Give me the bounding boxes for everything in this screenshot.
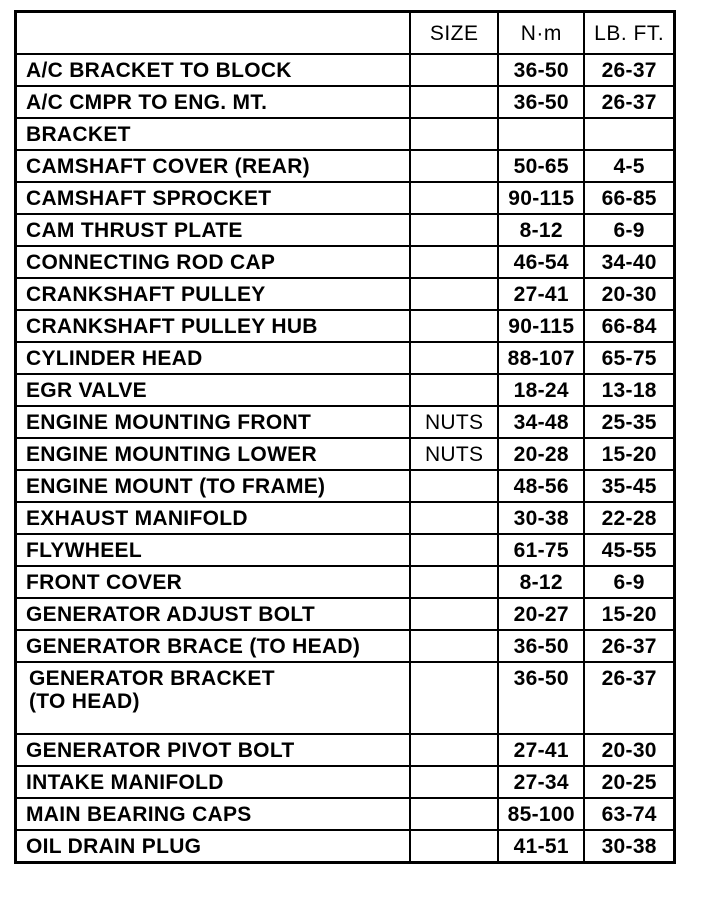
component-cell: GENERATOR BRACE (TO HEAD) <box>16 630 411 662</box>
component-cell: CONNECTING ROD CAP <box>16 246 411 278</box>
table-row <box>16 342 675 374</box>
component-cell: CAM THRUST PLATE <box>16 214 411 246</box>
lbft-cell: 26-37 <box>584 86 674 118</box>
table-row <box>16 630 675 662</box>
header-size: SIZE <box>410 12 498 55</box>
lbft-cell: 20-30 <box>584 734 674 766</box>
component-cell: FLYWHEEL <box>16 534 411 566</box>
component-cell: CAMSHAFT SPROCKET <box>16 182 411 214</box>
nm-cell: 20-28 <box>498 438 584 470</box>
lbft-cell: 6-9 <box>584 214 674 246</box>
lbft-cell: 66-85 <box>584 182 674 214</box>
size-cell: NUTS <box>410 406 498 438</box>
nm-cell: 8-12 <box>498 566 584 598</box>
component-cell: ENGINE MOUNTING LOWER <box>16 438 411 470</box>
table-row <box>16 182 675 214</box>
component-cell: CRANKSHAFT PULLEY HUB <box>16 310 411 342</box>
lbft-cell: 13-18 <box>584 374 674 406</box>
torque-spec-table <box>14 10 676 864</box>
nm-cell: 36-50 <box>498 54 584 86</box>
component-cell: BRACKET <box>16 118 411 150</box>
table-row <box>16 86 675 118</box>
component-cell: A/C CMPR TO ENG. MT. <box>16 86 411 118</box>
size-cell <box>410 182 498 214</box>
component-cell: CRANKSHAFT PULLEY <box>16 278 411 310</box>
nm-cell: 36-50 <box>498 662 584 734</box>
nm-cell: 90-115 <box>498 310 584 342</box>
size-cell <box>410 566 498 598</box>
size-cell <box>410 662 498 734</box>
lbft-cell: 34-40 <box>584 246 674 278</box>
size-cell <box>410 342 498 374</box>
size-cell <box>410 630 498 662</box>
table-row <box>16 534 675 566</box>
table-row <box>16 374 675 406</box>
lbft-cell: 35-45 <box>584 470 674 502</box>
lbft-cell: 25-35 <box>584 406 674 438</box>
nm-cell: 85-100 <box>498 798 584 830</box>
size-cell <box>410 374 498 406</box>
nm-cell: 88-107 <box>498 342 584 374</box>
component-cell: EGR VALVE <box>16 374 411 406</box>
table-row <box>16 310 675 342</box>
size-cell: NUTS <box>410 438 498 470</box>
size-cell <box>410 214 498 246</box>
nm-cell: 61-75 <box>498 534 584 566</box>
nm-cell: 34-48 <box>498 406 584 438</box>
nm-cell: 18-24 <box>498 374 584 406</box>
component-cell: INTAKE MANIFOLD <box>16 766 411 798</box>
size-cell <box>410 798 498 830</box>
table-row <box>16 246 675 278</box>
component-cell: FRONT COVER <box>16 566 411 598</box>
size-cell <box>410 502 498 534</box>
lbft-cell: 63-74 <box>584 798 674 830</box>
component-cell: ENGINE MOUNT (TO FRAME) <box>16 470 411 502</box>
header-nm: N·m <box>498 12 584 55</box>
nm-cell: 20-27 <box>498 598 584 630</box>
component-cell: GENERATOR ADJUST BOLT <box>16 598 411 630</box>
lbft-cell: 6-9 <box>584 566 674 598</box>
nm-cell: 46-54 <box>498 246 584 278</box>
component-cell: GENERATOR PIVOT BOLT <box>16 734 411 766</box>
size-cell <box>410 734 498 766</box>
table-row <box>16 502 675 534</box>
nm-cell: 36-50 <box>498 630 584 662</box>
size-cell <box>410 534 498 566</box>
size-cell <box>410 118 498 150</box>
header-component <box>16 12 411 55</box>
header-lbft: LB. FT. <box>584 12 674 55</box>
size-cell <box>410 598 498 630</box>
table-row <box>16 662 675 734</box>
table-row <box>16 598 675 630</box>
nm-cell: 27-41 <box>498 734 584 766</box>
lbft-cell: 30-38 <box>584 830 674 863</box>
component-cell: A/C BRACKET TO BLOCK <box>16 54 411 86</box>
table-row <box>16 470 675 502</box>
table-row <box>16 54 675 86</box>
table-body <box>16 54 675 863</box>
lbft-cell <box>584 118 674 150</box>
component-cell: CYLINDER HEAD <box>16 342 411 374</box>
lbft-cell: 20-30 <box>584 278 674 310</box>
lbft-cell: 45-55 <box>584 534 674 566</box>
lbft-cell: 4-5 <box>584 150 674 182</box>
nm-cell: 90-115 <box>498 182 584 214</box>
size-cell <box>410 470 498 502</box>
nm-cell: 48-56 <box>498 470 584 502</box>
size-cell <box>410 830 498 863</box>
nm-cell: 41-51 <box>498 830 584 863</box>
component-cell: OIL DRAIN PLUG <box>16 830 411 863</box>
table-row <box>16 278 675 310</box>
component-cell: CAMSHAFT COVER (REAR) <box>16 150 411 182</box>
size-cell <box>410 278 498 310</box>
component-cell: EXHAUST MANIFOLD <box>16 502 411 534</box>
lbft-cell: 66-84 <box>584 310 674 342</box>
size-cell <box>410 150 498 182</box>
lbft-cell: 22-28 <box>584 502 674 534</box>
size-cell <box>410 86 498 118</box>
component-cell: ENGINE MOUNTING FRONT <box>16 406 411 438</box>
nm-cell: 8-12 <box>498 214 584 246</box>
lbft-cell: 26-37 <box>584 630 674 662</box>
lbft-cell: 15-20 <box>584 598 674 630</box>
table-row <box>16 798 675 830</box>
lbft-cell: 15-20 <box>584 438 674 470</box>
table-row <box>16 566 675 598</box>
component-cell: MAIN BEARING CAPS <box>16 798 411 830</box>
nm-cell: 36-50 <box>498 86 584 118</box>
nm-cell: 27-34 <box>498 766 584 798</box>
component-line-1: GENERATOR BRACKET <box>29 667 275 690</box>
size-cell <box>410 246 498 278</box>
component-cell <box>16 662 411 734</box>
table-row <box>16 734 675 766</box>
table-row <box>16 150 675 182</box>
table-row <box>16 766 675 798</box>
lbft-cell: 26-37 <box>584 662 674 734</box>
table-row <box>16 438 675 470</box>
nm-cell: 30-38 <box>498 502 584 534</box>
table-row <box>16 118 675 150</box>
size-cell <box>410 766 498 798</box>
nm-cell <box>498 118 584 150</box>
lbft-cell: 20-25 <box>584 766 674 798</box>
table-row <box>16 214 675 246</box>
nm-cell: 27-41 <box>498 278 584 310</box>
table-row <box>16 406 675 438</box>
nm-cell: 50-65 <box>498 150 584 182</box>
table-row <box>16 830 675 863</box>
header-row <box>16 12 675 55</box>
size-cell <box>410 310 498 342</box>
size-cell <box>410 54 498 86</box>
lbft-cell: 26-37 <box>584 54 674 86</box>
component-line-2: (TO HEAD) <box>29 690 140 713</box>
lbft-cell: 65-75 <box>584 342 674 374</box>
